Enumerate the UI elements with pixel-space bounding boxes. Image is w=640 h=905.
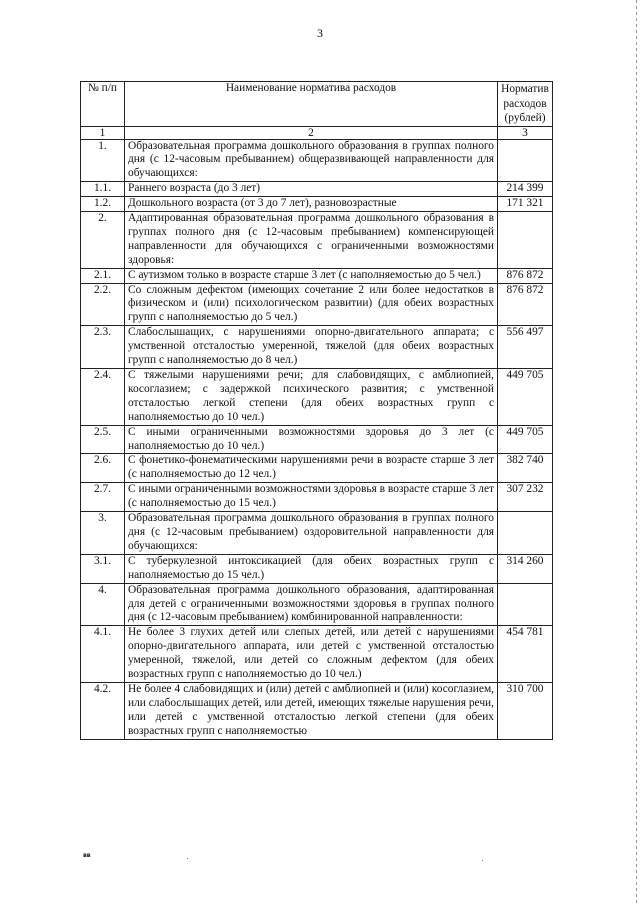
- table-row: [81, 197, 553, 212]
- row-number: 2.6.: [81, 454, 125, 483]
- table-header-row: [81, 82, 553, 127]
- row-number: 4.1.: [81, 626, 125, 683]
- row-number: 4.2.: [81, 682, 125, 739]
- column-index: 3: [498, 126, 553, 139]
- row-value: 314 260: [498, 554, 553, 583]
- row-number: 2.2.: [81, 283, 125, 326]
- row-name: Слабослышащих, с нарушениями опорно-двигательного аппарата; с умственной отсталостью умеренной, тяжелой (для обеих возрастных групп с наполняемостью до 8 чел.): [125, 326, 498, 369]
- table-row: [81, 139, 553, 182]
- row-value: [498, 139, 553, 182]
- row-name: Не более 3 глухих детей или слепых детей, или детей с нарушениями опорно-двигательного аппарата, или детей с умственной отсталостью умеренной, тяжелой, или детей со сложным дефектом (для обеих возрастных групп с наполняемостью до 10 чел.): [125, 626, 498, 683]
- row-value: 307 232: [498, 483, 553, 512]
- table-row: [81, 512, 553, 555]
- table-row: [81, 283, 553, 326]
- row-name: Адаптированная образовательная программа дошкольного образования в группах полного дня (с 12-часовым пребыванием) компенсирующей направленности для обучающихся с ограниченными возможностями здоровья:: [125, 212, 498, 269]
- table-row: [81, 212, 553, 269]
- table-row: [81, 326, 553, 369]
- row-number: 1.: [81, 139, 125, 182]
- row-number: 2.7.: [81, 483, 125, 512]
- column-index-row: [81, 126, 553, 139]
- row-number: 2.1.: [81, 268, 125, 283]
- row-name: С тяжелыми нарушениями речи; для слабовидящих, с амблиопией, косоглазием; с задержкой психического развития; с умственной отсталостью легкой степени (для обеих возрастных групп с наполняемостью до 10 чел.): [125, 369, 498, 426]
- row-number: 4.: [81, 583, 125, 626]
- table-row: [81, 182, 553, 197]
- row-value: 310 700: [498, 682, 553, 739]
- row-value: 876 872: [498, 283, 553, 326]
- row-name: С фонетико-фонематическими нарушениями речи в возрасте старше 3 лет (с наполняемостью до 12 чел.): [125, 454, 498, 483]
- header-num: № п/п: [81, 82, 125, 127]
- row-number: 2.3.: [81, 326, 125, 369]
- row-number: 2.: [81, 212, 125, 269]
- scan-speck: [482, 860, 483, 861]
- row-name: Образовательная программа дошкольного образования в группах полного дня (с 12-часовым пребыванием) общеразвивающей направленности для обучающихся:: [125, 139, 498, 182]
- row-name: Не более 4 слабовидящих и (или) детей с амблиопией и (или) косоглазием, или слабослышащих детей, или детей, имеющих тяжелые нарушения речи, или детей с умственной отсталостью легкой степени (для обеих возрастных групп с наполняемостью: [125, 682, 498, 739]
- row-value: 171 321: [498, 197, 553, 212]
- row-value: 454 781: [498, 626, 553, 683]
- row-value: 449 705: [498, 369, 553, 426]
- row-number: 3.1.: [81, 554, 125, 583]
- row-name: С иными ограниченными возможностями здоровья до 3 лет (с наполняемостью до 10 чел.): [125, 425, 498, 454]
- footer-mark: вв: [83, 852, 91, 859]
- row-name: С туберкулезной интоксикацией (для обеих возрастных групп с наполняемостью до 15 чел.): [125, 554, 498, 583]
- table-row: [81, 554, 553, 583]
- row-value: [498, 583, 553, 626]
- row-name: Раннего возраста (до 3 лет): [125, 182, 498, 197]
- row-name: Образовательная программа дошкольного образования, адаптированная для детей с ограниченными возможностями здоровья в группах полного дня (с 12-часовым пребыванием) комбинированной направленности:: [125, 583, 498, 626]
- table-row: [81, 454, 553, 483]
- norms-table: [80, 81, 553, 740]
- row-value: 876 872: [498, 268, 553, 283]
- table-row: [81, 425, 553, 454]
- row-name: С аутизмом только в возрасте старше 3 лет (с наполняемостью до 5 чел.): [125, 268, 498, 283]
- row-number: 2.4.: [81, 369, 125, 426]
- row-value: 214 399: [498, 182, 553, 197]
- row-value: 556 497: [498, 326, 553, 369]
- table-row: [81, 583, 553, 626]
- row-name: С иными ограниченными возможностями здоровья в возрасте старше 3 лет (с наполняемостью до 15 чел.): [125, 483, 498, 512]
- table-row: [81, 682, 553, 739]
- row-value: [498, 212, 553, 269]
- row-number: 3.: [81, 512, 125, 555]
- column-index: 1: [81, 126, 125, 139]
- table-row: [81, 626, 553, 683]
- row-value: 449 705: [498, 425, 553, 454]
- scan-speck: [187, 858, 188, 859]
- page-number: 3: [317, 26, 323, 40]
- header-name: Наименование норматива расходов: [125, 82, 498, 127]
- page-edge: [636, 0, 637, 905]
- row-value: [498, 512, 553, 555]
- row-value: 382 740: [498, 454, 553, 483]
- table-row: [81, 268, 553, 283]
- row-name: Дошкольного возраста (от 3 до 7 лет), разновозрастные: [125, 197, 498, 212]
- row-name: Со сложным дефектом (имеющих сочетание 2 или более недостатков в физическом и (или) психологическом развитии) (для обеих возрастных групп с наполняемостью до 5 чел.): [125, 283, 498, 326]
- header-value: Норматив расходов (рублей): [498, 82, 553, 127]
- row-number: 2.5.: [81, 425, 125, 454]
- row-name: Образовательная программа дошкольного образования в группах полного дня (с 12-часовым пребыванием) оздоровительной направленности для обучающихся:: [125, 512, 498, 555]
- column-index: 2: [125, 126, 498, 139]
- table-row: [81, 369, 553, 426]
- row-number: 1.2.: [81, 197, 125, 212]
- row-number: 1.1.: [81, 182, 125, 197]
- table-row: [81, 483, 553, 512]
